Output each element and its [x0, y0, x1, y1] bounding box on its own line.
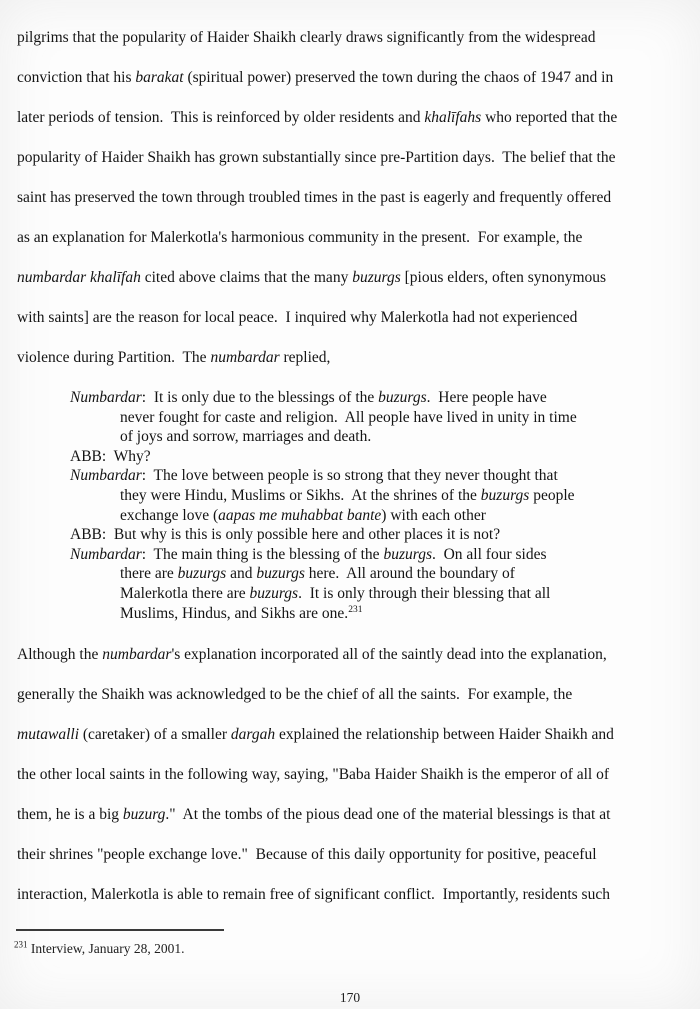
paragraph-2 — [17, 635, 686, 915]
text-line: violence during Partition. The numbardar replied, — [17, 349, 331, 366]
text-line: popularity of Haider Shaikh has grown substantially since pre-Partition days. The belief that the — [17, 149, 616, 166]
footnote-text: Interview, January 28, 2001. — [27, 941, 185, 956]
quote-line: Muslims, Hindus, and Sikhs are one.$^{231}$ — [120, 604, 363, 622]
quote-line: Numbardar: It is only due to the blessings of the buzurgs. Here people have — [70, 389, 547, 406]
text-line: later periods of tension. This is reinforced by older residents and khalīfahs who reported that the — [17, 109, 618, 126]
quote-line: Malerkotla there are buzurgs. It is only through their blessing that all — [120, 584, 551, 602]
text-line: conviction that his barakat (spiritual power) preserved the town during the chaos of 1947 and in — [17, 69, 614, 86]
text-line: saint has preserved the town through troubled times in the past is eagerly and frequently offered — [17, 189, 612, 206]
quote-line: Numbardar: The love between people is so strong that they never thought that — [70, 467, 558, 485]
text-line: them, he is a big buzurg." At the tombs of the pious dead one of the material blessings is that at — [17, 806, 611, 824]
quote-line: of joys and sorrow, marriages and death. — [120, 428, 372, 446]
quote-line: ABB: Why? — [70, 447, 151, 465]
text-line: Although the numbardar's explanation incorporated all of the saintly dead into the explanation, — [17, 646, 607, 664]
text-line: as an explanation for Malerkotla's harmonious community in the present. For example, the — [17, 229, 583, 246]
page-number: 170 — [339, 990, 361, 1005]
quote-line: never fought for caste and religion. All people have lived in unity in time — [120, 408, 577, 426]
text-line: with saints] are the reason for local peace. I inquired why Malerkotla had not experienced — [17, 309, 578, 326]
footnote-separator — [16, 929, 224, 931]
interview-block-quote — [17, 388, 686, 623]
quote-line: they were Hindu, Muslims or Sikhs. At the shrines of the buzurgs people — [120, 486, 575, 504]
text-line: the other local saints in the following way, saying, "Baba Haider Shaikh is the emperor of all of — [17, 766, 610, 784]
quote-line: ABB: But why is this is only possible here and other places it is not? — [70, 526, 501, 544]
text-line: their shrines "people exchange love." Because of this daily opportunity for positive, peaceful — [17, 846, 597, 864]
quote-line: there are buzurgs and buzurgs here. All around the boundary of — [120, 565, 515, 583]
quote-line: Numbardar: The main thing is the blessing of the buzurgs. On all four sides — [70, 545, 547, 563]
footnote — [14, 941, 184, 957]
paragraph-1 — [17, 18, 686, 378]
page-body — [17, 18, 686, 915]
text-line: mutawalli (caretaker) of a smaller dargah explained the relationship between Haider Shaikh and — [17, 726, 614, 744]
text-line: generally the Shaikh was acknowledged to be the chief of all the saints. For example, the — [17, 686, 573, 704]
text-line: interaction, Malerkotla is able to remain free of significant conflict. Importantly, residents such — [17, 886, 610, 904]
quote-line: exchange love (aapas me muhabbat bante) with each other — [120, 506, 486, 524]
text-line: numbardar khalīfah cited above claims that the many buzurgs [pious elders, often synonymous — [17, 269, 607, 286]
footnote-marker: 231 — [14, 939, 28, 950]
text-line: pilgrims that the popularity of Haider Shaikh clearly draws significantly from the widespread — [17, 29, 596, 46]
